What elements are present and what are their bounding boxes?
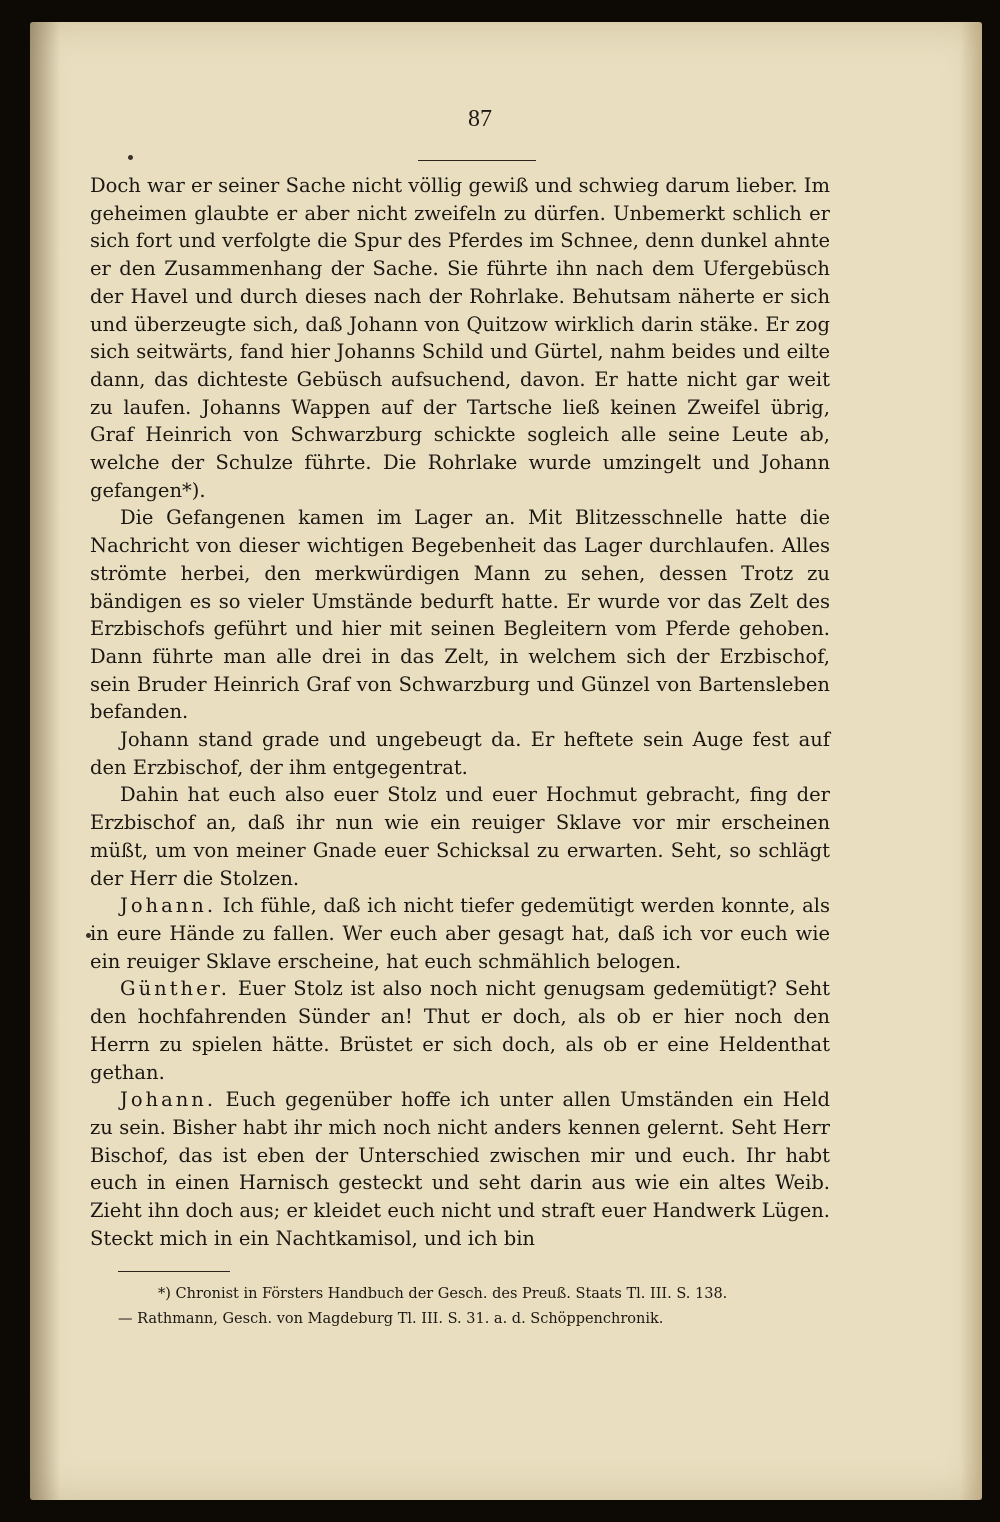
speaker-name: Johann. [120,1088,217,1112]
dialogue-text: Ich fühle, daß ich nicht tiefer gedemütigt werden konnte, als in eure Hände zu fallen. Wer euch aber gesagt hat, daß ich vor euch wie ein reuiger Sklave erscheine, hat euch schmählich belogen. [90,894,830,973]
dialogue-paragraph [90,975,830,1086]
paragraph: Die Gefangenen kamen im Lager an. Mit Blitzesschnelle hatte die Nachricht von dieser wichtigen Begebenheit das Lager durchlaufen. Alles strömte herbei, den merkwürdigen Mann zu sehen, dessen Trotz zu bändigen es so vieler Umstände bedurft hatte. Er wurde vor das Zelt des Erzbischofs geführt und hier mit seinen Begleitern vom Pferde gehoben. Dann führte man alle drei in das Zelt, in welchem sich der Erzbischof, sein Bruder Heinrich Graf von Schwarzburg und Günzel von Bartensleben befanden. [90,506,830,724]
body-text [90,172,830,1252]
footnote [118,1282,830,1332]
footnote-rule [118,1271,230,1272]
paragraph: Doch war er seiner Sache nicht völlig gewiß und schwieg darum lieber. Im geheimen glaubte er aber nicht zweifeln zu dürfen. Unbemerkt schlich er sich fort und verfolgte die Spur des Pferdes im Schnee, denn dunkel ahnte er den Zusammenhang der Sache. Sie führte ihn nach dem Ufergebüsch der Havel und durch dieses nach der Rohrlake. Behutsam näherte er sich und überzeugte sich, daß Johann von Quitzow wirklich darin stäke. Er zog sich seitwärts, fand hier Johanns Schild und Gürtel, nahm beides und eilte dann, das dichteste Gebüsch aufsuchend, davon. Er hatte nicht gar weit zu laufen. Johanns Wappen auf der Tartsche ließ keinen Zweifel übrig, Graf Heinrich von Schwarzburg schickte sogleich alle seine Leute ab, welche der Schulze führte. Die Rohrlake wurde umzingelt und Johann gefangen*). [90,174,830,502]
footnote-line: *) Chronist in Försters Handbuch der Gesch. des Preuß. Staats Tl. III. S. 138. [158,1286,728,1302]
margin-dot-mark [128,155,133,160]
speaker-name: Günther. [120,977,231,1001]
page-gutter-shadow [30,22,60,1500]
dialogue-paragraph [90,1086,830,1252]
page-number-rule [418,160,536,161]
paragraph: Dahin hat euch also euer Stolz und euer Hochmut gebracht, fing der Erzbischof an, daß ihr nun wie ein reuiger Sklave vor mir erscheinen müßt, um von meiner Gnade euer Schicksal zu erwarten. Seht, so schlägt der Herr die Stolzen. [90,783,830,890]
dialogue-text: Euch gegenüber hoffe ich unter allen Umständen ein Held zu sein. Bisher habt ihr mich noch nicht anders kennen gelernt. Seht Herr Bischof, das ist eben der Unterschied zwischen mir und euch. Ihr habt euch in einen Harnisch gesteckt und seht darin aus wie ein altes Weib. Zieht ihn doch aus; er kleidet euch nicht und straft euer Handwerk Lügen. Steckt mich in ein Nachtkamisol, und ich bin [90,1088,830,1250]
speaker-name: Johann. [120,894,217,918]
paragraph: Johann stand grade und ungebeugt da. Er heftete sein Auge fest auf den Erzbischof, der ihm entgegentrat. [90,728,830,779]
page-number: 87 [468,106,492,132]
footnote-line: — Rathmann, Gesch. von Magdeburg Tl. III. S. 31. a. d. Schöppenchronik. [118,1311,664,1327]
page-edge-shadow [960,22,982,1500]
dialogue-text: Euer Stolz ist also noch nicht genugsam gedemütigt? Seht den hochfahrenden Sünder an! Thut er doch, als ob er hier noch den Herrn zu spielen hätte. Brüstet er sich doch, als ob er eine Heldenthat gethan. [90,977,831,1084]
dialogue-paragraph [90,892,830,975]
